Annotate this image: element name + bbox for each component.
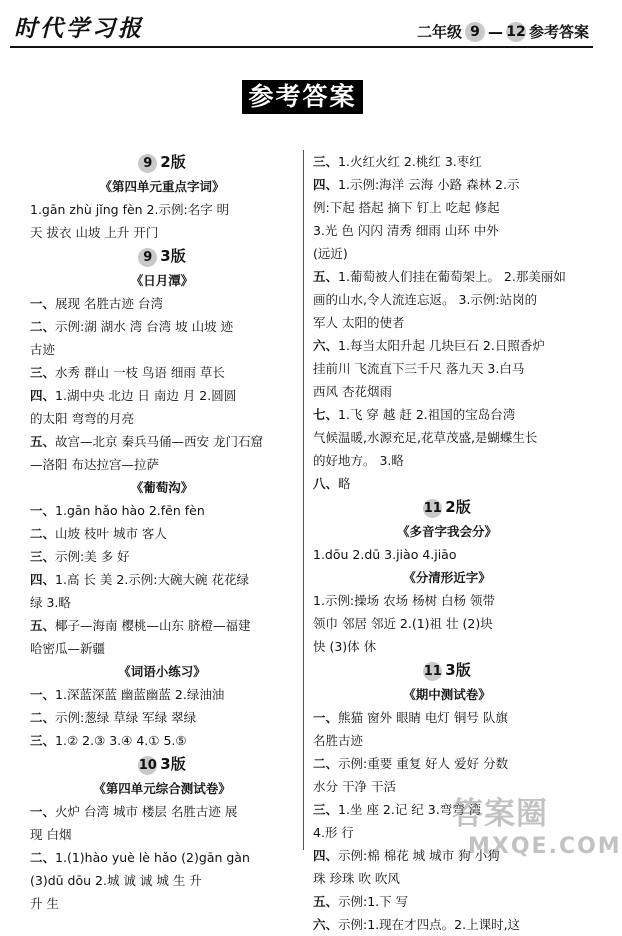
question-number: 二、 [30,526,56,541]
answer-line [30,846,294,869]
question-number: 二、 [313,756,339,771]
answer-text: 4.形 行 [313,825,354,840]
answer-line [30,407,294,430]
question-number: 八、 [313,476,339,491]
question-number: 三、 [313,154,339,169]
question-number: 四、 [30,388,56,403]
answer-text: 的好地方。 3.略 [313,453,404,468]
answer-text: 示例:重要 重复 好人 爱好 分数 [338,756,509,771]
answer-text: 1.gān hǎo hào 2.fēn fèn [55,503,205,518]
answer-text: 1.湖中央 北边 日 南边 月 2.圆圆 [55,388,237,403]
question-number: 四、 [30,572,56,587]
question-number: 一、 [313,710,339,725]
answer-label: 参考答案 [528,23,589,41]
answer-text: 1.(1)hào yuè lè hǎo (2)gān gàn [55,850,250,865]
answer-text: 绿 3.略 [30,595,71,610]
answer-text: 示例:美 多 好 [55,549,130,564]
question-number: 一、 [30,804,56,819]
answer-text: 1.葡萄被人们挂在葡萄架上。 2.那美丽如 [338,269,566,284]
version-heading [30,244,294,269]
answer-text: 哈密瓜—新疆 [30,641,106,656]
section-heading: 《第四单元重点字词》 [99,179,225,194]
answer-text: 示例:1.下 写 [338,894,409,909]
question-number: 六、 [313,917,339,932]
question-number: 六、 [313,338,339,353]
issue-dash: — [487,22,503,41]
page-title: 参考答案 [242,80,363,114]
answer-line [30,430,294,453]
answer-line [313,635,581,658]
answer-text: 展现 名胜古迹 台湾 [55,296,163,311]
section-heading: 《期中测试卷》 [403,687,491,702]
issue-info [417,21,589,42]
answer-line [313,612,581,635]
answer-text: 山坡 枝叶 城市 客人 [55,526,167,541]
section-heading: 《词语小练习》 [118,664,206,679]
answer-line [313,449,581,472]
page-header [0,0,603,48]
question-number: 三、 [313,802,339,817]
question-number: 二、 [30,319,56,334]
answer-line [30,591,294,614]
answer-line [313,913,581,936]
answer-line [30,729,294,752]
version-heading [30,752,294,777]
section-heading: 《第四单元综合测试卷》 [93,781,231,796]
answer-text: 快 (3)体 休 [313,639,377,654]
answer-text: 示例:湖 湖水 湾 台湾 坡 山坡 迹 [55,319,234,334]
answer-text: 现 白烟 [30,827,72,842]
answer-text: 天 拔衣 山坡 上升 开门 [30,225,159,240]
question-number: 五、 [313,894,339,909]
question-number: 七、 [313,407,339,422]
answer-line [30,221,294,244]
answer-line [313,242,581,265]
answer-line [30,614,294,637]
answer-line [30,384,294,407]
answer-line [30,499,294,522]
version-heading [313,658,581,683]
issue-from-badge: 9 [465,22,485,42]
answer-line [30,800,294,823]
answer-line [30,292,294,315]
answer-line [30,568,294,591]
answer-line [313,472,581,495]
answer-line [30,338,294,361]
version-label: 2版 [160,153,186,171]
issue-number-badge: 10 [138,758,157,773]
answer-text: 画的山水,令人流连忘返。 3.示例:站岗的 [313,292,538,307]
version-label: 3版 [445,661,471,679]
answer-text: 示例:1.现在才四点。2.上课时,这 [338,917,521,932]
question-number: 四、 [313,177,339,192]
issue-to-badge: 12 [506,23,526,40]
section-heading: 《日月潭》 [130,273,194,288]
answer-line [30,522,294,545]
answer-line [30,706,294,729]
answer-text: 1.高 长 美 2.示例:大碗大碗 花花绿 [55,572,249,587]
watermark-url: MXQE.COM [468,834,622,859]
answer-text: 1.火红火红 2.桃红 3.枣红 [338,154,482,169]
answer-text: 名胜古迹 [313,733,364,748]
question-number: 一、 [30,503,56,518]
answer-text: —洛阳 布达拉宫—拉萨 [30,457,159,472]
answer-text: 故宫—北京 秦兵马俑—西安 龙门石窟 [55,434,263,449]
answer-text: 1.飞 穿 越 赶 2.祖国的宝岛台湾 [338,407,516,422]
answer-text: 椰子—海南 樱桃—山东 脐橙—福建 [55,618,251,633]
answer-line [30,892,294,915]
answer-line [30,545,294,568]
version-heading [30,150,294,175]
answer-text: 珠 珍珠 吹 吹风 [313,871,400,886]
header-rule [10,46,593,48]
newspaper-logo: 时代学习报 [14,15,144,42]
answer-line [313,729,581,752]
answer-line [30,315,294,338]
question-number: 三、 [30,733,56,748]
question-number: 二、 [30,710,56,725]
question-number: 三、 [30,549,56,564]
answer-line [30,869,294,892]
column-divider [303,150,304,850]
question-number: 四、 [313,848,339,863]
answer-line [313,890,581,913]
answer-text: 升 生 [30,896,59,911]
answer-text: 略 [338,476,351,491]
answer-line [313,150,581,173]
watermark-logo: 答案圈 [452,796,548,832]
answer-line [313,288,581,311]
answer-line [313,426,581,449]
issue-number-badge: 9 [138,248,157,267]
version-label: 2版 [445,498,471,516]
answer-line [313,357,581,380]
answer-line [30,637,294,660]
answer-text: 1.坐 座 2.记 纪 3.弯弯 湾 [338,802,482,817]
answer-text: 气候温暖,水源充足,花草茂盛,是蝴蝶生长 [313,430,538,445]
answer-text: 西风 杏花烟雨 [313,384,392,399]
answer-text: 的太阳 弯弯的月亮 [30,411,134,426]
answer-text: 1.深蓝深蓝 幽蓝幽蓝 2.绿油油 [55,687,225,702]
answer-text: 示例:葱绿 草绿 军绿 翠绿 [55,710,197,725]
answer-text: 挂前川 飞流直下三千尺 落九天 3.白马 [313,361,525,376]
section-heading: 《多音字我会分》 [396,524,497,539]
section-heading: 《分清形近字》 [403,570,491,585]
answer-text: 例:下起 搭起 摘下 钉上 吃起 修起 [313,200,500,215]
issue-number-badge: 9 [138,154,157,173]
question-number: 一、 [30,296,56,311]
answer-text: 示例:棉 棉花 城 城市 狗 小狗 [338,848,500,863]
answer-text: 水秀 群山 一枝 鸟语 细雨 草长 [55,365,225,380]
answer-line [313,589,581,612]
answer-line [313,265,581,288]
answer-line [30,823,294,846]
answer-line [313,867,581,890]
answer-line [313,380,581,403]
answer-text: 火炉 台湾 城市 楼层 名胜古迹 展 [55,804,238,819]
answer-line [313,334,581,357]
question-number: 二、 [30,850,56,865]
left-column [30,150,294,915]
answer-line [313,706,581,729]
answer-text: 1.每当太阳升起 几块巨石 2.日照香炉 [338,338,545,353]
answer-line [30,361,294,384]
question-number: 五、 [30,434,56,449]
answer-line [313,752,581,775]
answer-text: 1.示例:海洋 云海 小路 森林 2.示 [338,177,520,192]
answer-line [30,683,294,706]
answer-text: 领巾 邻居 邻近 2.(1)祖 壮 (2)块 [313,616,493,631]
version-label: 3版 [160,247,186,265]
section-heading: 《葡萄沟》 [130,480,194,495]
answer-text: (3)dū dōu 2.城 诚 诚 城 生 升 [30,873,202,888]
answer-text: 1.dōu 2.dū 3.jiào 4.jiāo [313,547,457,562]
question-number: 一、 [30,687,56,702]
answer-line [313,403,581,426]
question-number: 五、 [30,618,56,633]
answer-text: 1.② 2.③ 3.④ 4.① 5.⑤ [55,733,187,748]
answer-line [313,543,581,566]
answer-line [313,196,581,219]
version-heading [313,495,581,520]
issue-number-badge: 11 [423,501,442,516]
answer-text: 1.示例:操场 农场 杨树 白杨 领带 [313,593,496,608]
answer-line [313,219,581,242]
answer-line [313,173,581,196]
question-number: 五、 [313,269,339,284]
answer-text: 水分 干净 干活 [313,779,396,794]
answer-text: 1.gān zhù jǐng fèn 2.示例:名字 明 [30,202,230,217]
grade-label: 二年级 [416,23,462,41]
answer-text: 古迹 [30,342,56,357]
question-number: 三、 [30,365,56,380]
answer-line [30,198,294,221]
answer-text: 熊猫 窗外 眼睛 电灯 铜号 队旗 [338,710,508,725]
answer-text: 3.光 色 闪闪 清秀 细雨 山环 中外 [313,223,499,238]
version-label: 3版 [160,755,186,773]
answer-text: 军人 太阳的使者 [313,315,405,330]
answer-text: (远近) [313,246,348,261]
answer-line [30,453,294,476]
answer-line [313,311,581,334]
issue-number-badge: 11 [423,664,442,679]
